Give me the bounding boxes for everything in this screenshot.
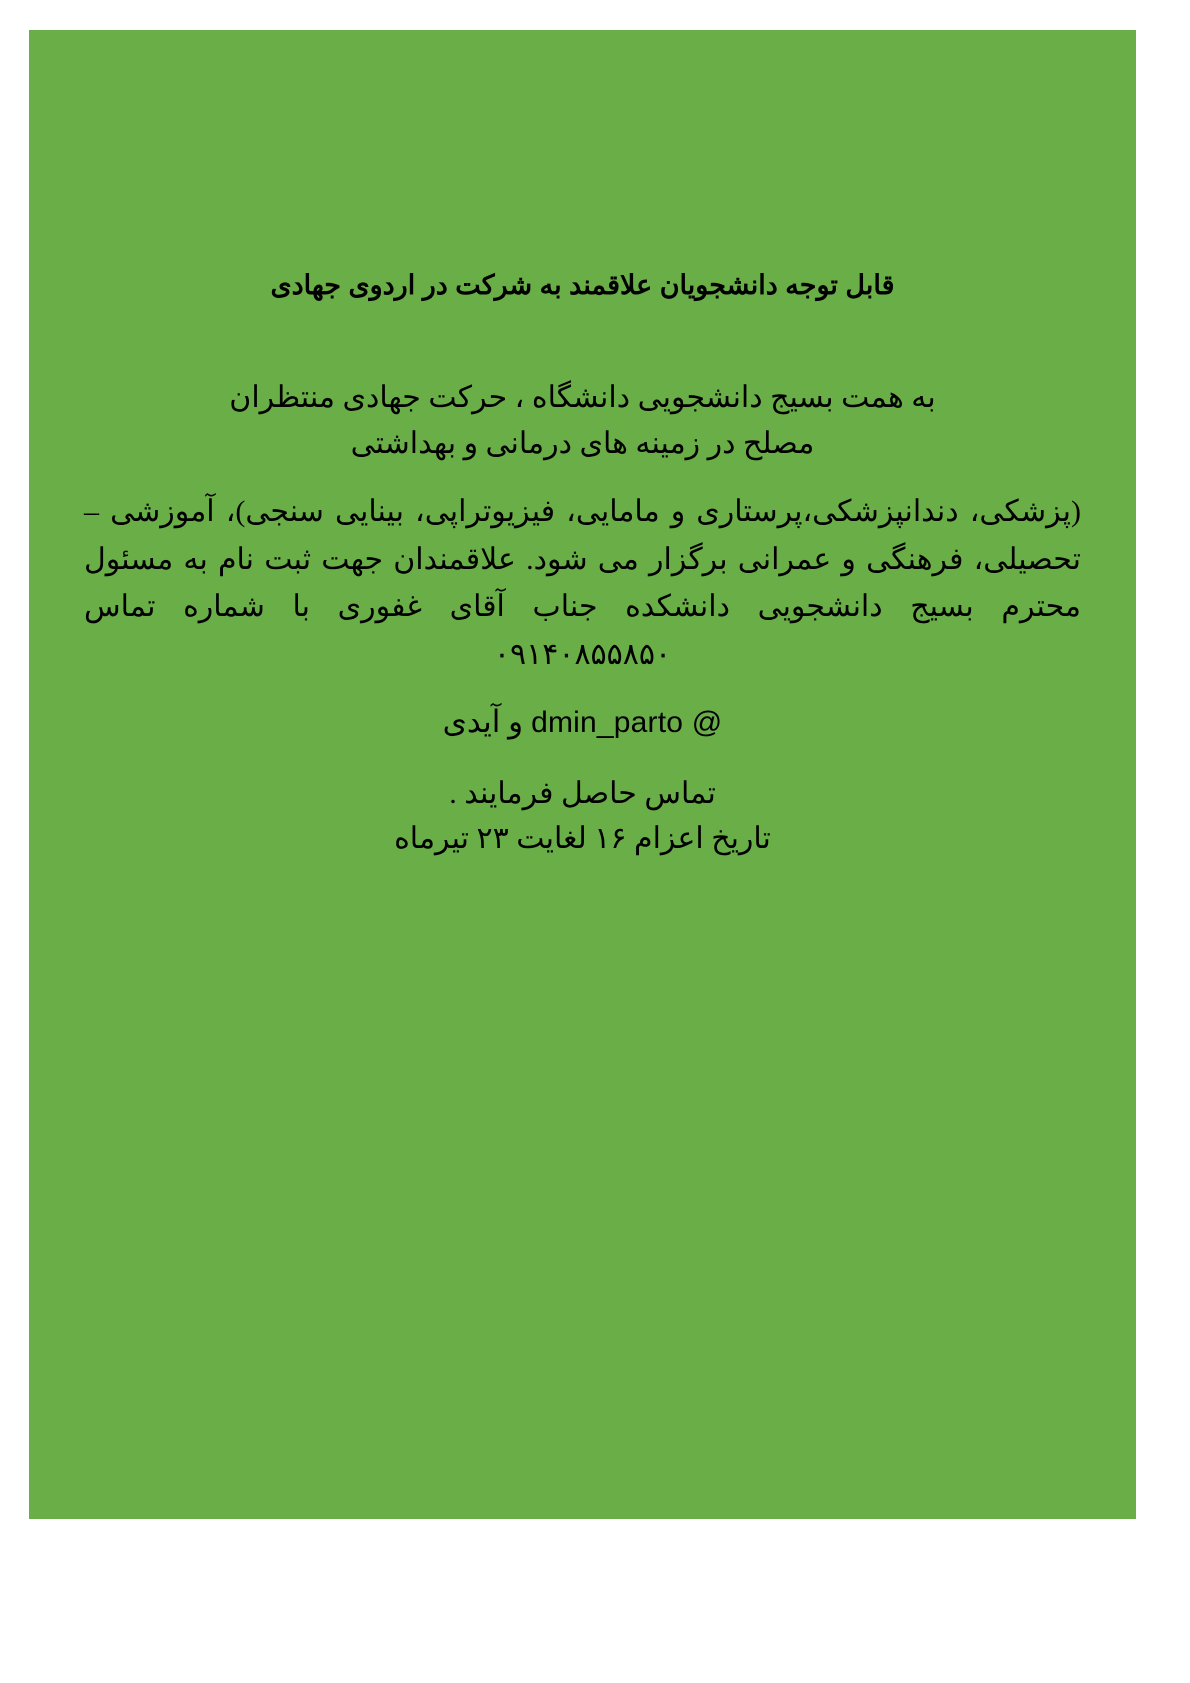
gap-before-closing: [84, 745, 1081, 771]
poster-content: [29, 30, 1136, 861]
gap-before-handle: [84, 678, 1081, 698]
intro-line-1: به همت بسیج دانشجویی دانشگاه ، حرکت جهادی منتظران: [229, 381, 936, 415]
handle-line: [84, 698, 1081, 746]
handle-prefix-label: و آیدی: [442, 703, 524, 739]
top-spacer: [84, 30, 1081, 266]
closing-line-1: تماس حاصل فرمایند .: [449, 777, 716, 811]
gap-after-title: [84, 305, 1081, 375]
intro-line-2: مصلح در زمینه های درمانی و بهداشتی: [350, 426, 815, 460]
closing-line-2: تاریخ اعزام ۱۶ لغایت ۲۳ تیرماه: [394, 822, 771, 856]
body-paragraph: (پزشکی، دندانپزشکی،پرستاری و مامایی، فیزیوتراپی، بینایی سنجی)، آموزشی – تحصیلی، فرهنگی و عمرانی برگزار می شود. علاقمندان جهت ثبت نام به مسئول محترم بسیج دانشجویی دانشکده جناب آقای غفوری با شماره تماس ۰۹۱۴۰۸۵۵۸۵۰: [84, 495, 1081, 671]
poster-background: [29, 30, 1136, 1519]
gap-after-intro: [84, 466, 1081, 488]
telegram-handle: dmin_parto @: [531, 705, 723, 739]
poster-title: قابل توجه دانشجویان علاقمند به شرکت در اردوی جهادی: [270, 270, 895, 300]
